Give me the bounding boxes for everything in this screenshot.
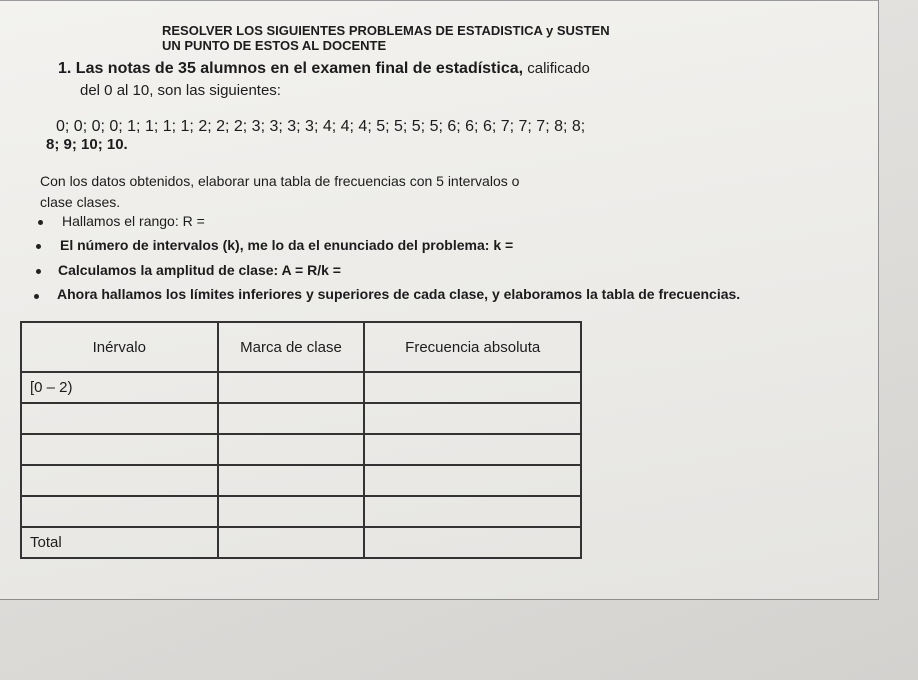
total-label: Total — [21, 527, 218, 558]
table-cell[interactable] — [21, 403, 218, 434]
bullet-dot-icon — [38, 220, 43, 225]
table-row — [21, 496, 581, 527]
problem-title-bold: 1. Las notas de 35 alumnos en el examen final de estadística, — [58, 60, 524, 77]
table-row — [21, 403, 581, 434]
table-cell[interactable] — [364, 465, 581, 496]
table-row — [21, 372, 581, 403]
bullet-dot-icon — [36, 244, 41, 249]
table-cell[interactable]: [0 – 2) — [21, 372, 218, 403]
table-cell[interactable] — [21, 434, 218, 465]
bullet-range: Hallamos el rango: R = — [62, 213, 205, 229]
header-interval: Inérvalo — [21, 322, 218, 372]
table-cell[interactable] — [218, 434, 365, 465]
header-absolute-frequency: Frecuencia absoluta — [364, 322, 581, 372]
frequency-table — [20, 321, 582, 559]
table-cell[interactable] — [218, 372, 365, 403]
table-cell[interactable] — [21, 465, 218, 496]
header-line-1: RESOLVER LOS SIGUIENTES PROBLEMAS DE ESTADISTICA y SUSTEN — [162, 23, 610, 38]
table-cell[interactable] — [364, 372, 581, 403]
problem-line-2: del 0 al 10, son las siguientes: — [80, 82, 281, 99]
bullet-amplitude: Calculamos la amplitud de clase: A = R/k = — [58, 262, 341, 278]
header-line-2: UN PUNTO DE ESTOS AL DOCENTE — [162, 38, 387, 53]
problem-title-rest: calificado — [523, 60, 590, 77]
table-cell[interactable] — [364, 496, 581, 527]
table-row — [21, 465, 581, 496]
problem-title — [58, 60, 590, 78]
instruction-line-1: Con los datos obtenidos, elaborar una tabla de frecuencias con 5 intervalos o — [40, 173, 520, 189]
bullet-dot-icon — [36, 269, 41, 274]
grades-data-line-2: 8; 9; 10; 10. — [46, 136, 128, 153]
table-cell[interactable] — [364, 403, 581, 434]
instruction-line-2: clase clases. — [40, 194, 121, 210]
table-cell[interactable] — [218, 496, 365, 527]
table-row — [21, 434, 581, 465]
table-cell[interactable] — [218, 403, 365, 434]
total-class-mark-cell[interactable] — [218, 527, 365, 558]
bullet-intervals: El número de intervalos (k), me lo da el enunciado del problema: k = — [60, 237, 514, 253]
bullet-dot-icon — [34, 294, 39, 299]
table-header-row — [21, 322, 581, 372]
table-total-row — [21, 527, 581, 558]
header-class-mark: Marca de clase — [218, 322, 365, 372]
bullet-limits: Ahora hallamos los límites inferiores y superiores de cada clase, y elaboramos la tabla de frecuencias. — [57, 286, 741, 302]
total-frequency-cell[interactable] — [364, 527, 581, 558]
table-cell[interactable] — [21, 496, 218, 527]
table-cell[interactable] — [218, 465, 365, 496]
grades-data-line-1: 0; 0; 0; 0; 1; 1; 1; 1; 2; 2; 2; 3; 3; 3; 3; 4; 4; 4; 5; 5; 5; 5; 6; 6; 6; 7; 7; 7; 8; 8; — [56, 118, 586, 135]
table-cell[interactable] — [364, 434, 581, 465]
